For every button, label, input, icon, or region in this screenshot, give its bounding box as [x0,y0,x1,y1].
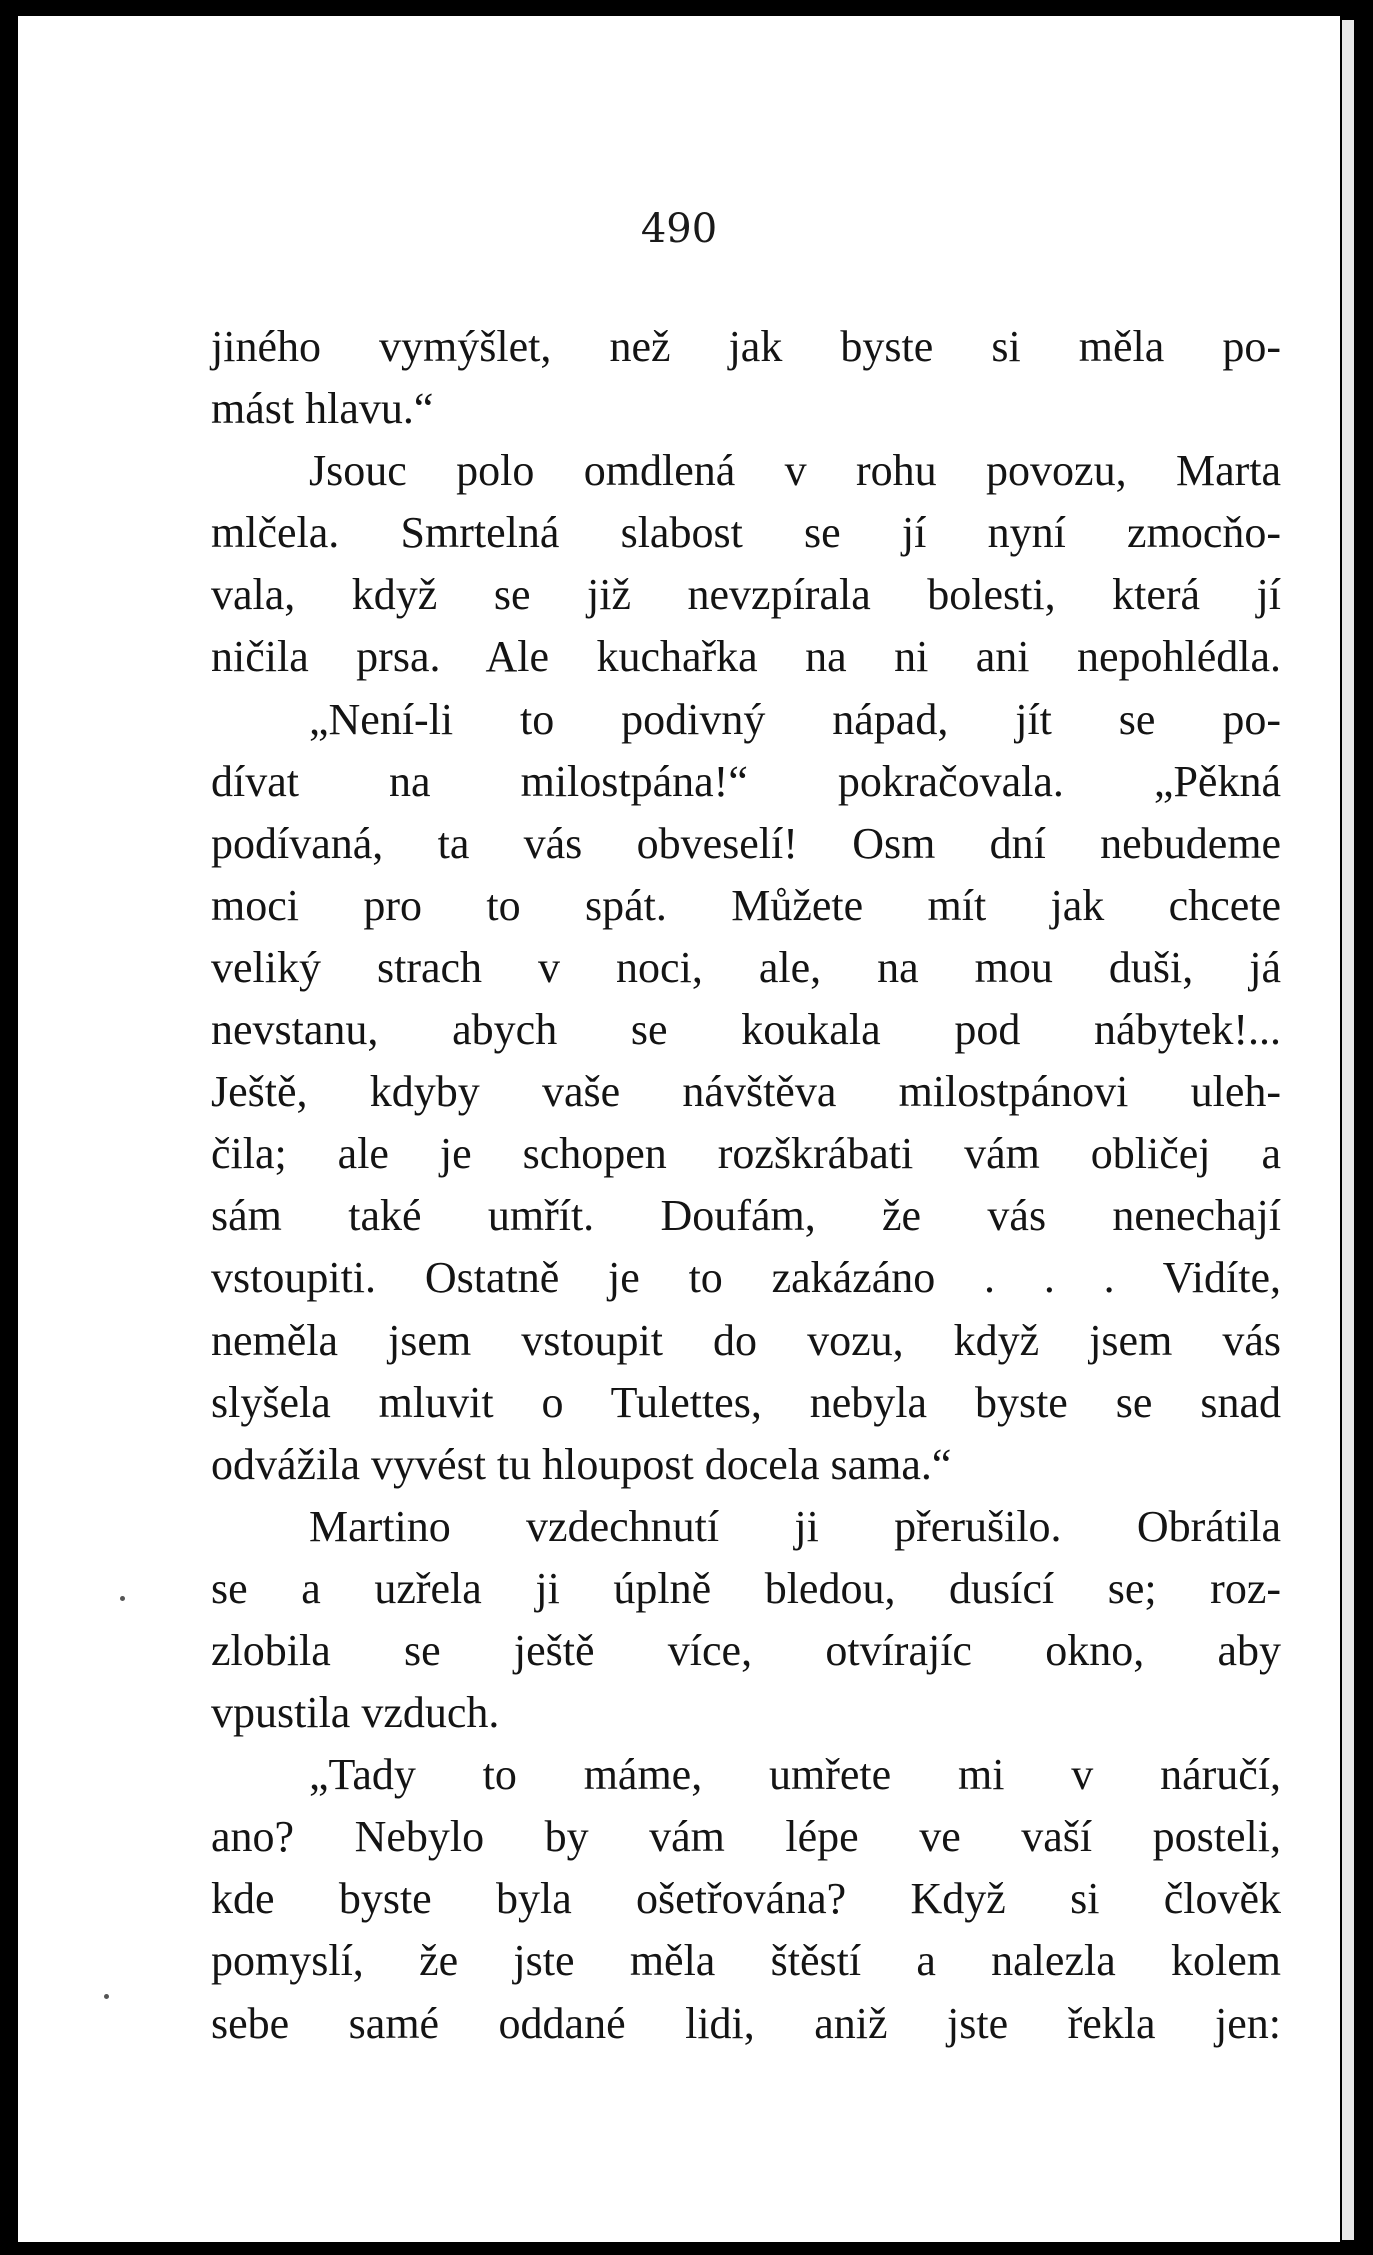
margin-speck [104,1994,109,1999]
margin-speck [120,1596,125,1601]
text-line: Jsouc polo omdlená v rohu povozu, Marta [309,446,1281,496]
text-line: „Tady to máme, umřete mi v náručí, [309,1750,1281,1800]
body-text [211,316,1281,2055]
text-line: vala, když se již nevzpírala bolesti, která jí [211,570,1281,620]
text-line: podívaná, ta vás obveselí! Osm dní nebudeme [211,818,1281,868]
text-line: mást hlavu.“ [211,384,434,434]
text-line: Martino vzdechnutí ji přerušilo. Obrátila [309,1501,1281,1551]
text-line: se a uzřela ji úplně bledou, dusící se; roz- [211,1563,1281,1613]
text-line: jiného vymýšlet, než jak byste si měla po- [211,322,1281,371]
text-line: neměla jsem vstoupit do vozu, když jsem vás [211,1315,1281,1365]
book-page [18,16,1340,2242]
text-line: vstoupiti. Ostatně je to zakázáno . . . Vidíte, [211,1253,1281,1303]
text-line: ničila prsa. Ale kuchařka na ni ani nepohlédla. [211,632,1281,682]
text-line: sebe samé oddané lidi, aniž jste řekla jen: [211,1998,1281,2048]
text-line: veliký strach v noci, ale, na mou duši, já [211,942,1281,992]
text-line: pomyslí, že jste měla štěstí a nalezla kolem [211,1936,1281,1986]
text-line: slyšela mluvit o Tulettes, nebyla byste se snad [211,1377,1281,1427]
text-line: odvážila vyvést tu hloupost docela sama.“ [211,1439,952,1489]
page-number: 490 [640,206,718,252]
text-line: kde byste byla ošetřována? Když si člověk [211,1874,1281,1924]
text-line: mlčela. Smrtelná slabost se jí nyní zmocňo- [211,508,1281,558]
text-line: vpustila vzduch. [211,1688,500,1738]
text-line: Ještě, kdyby vaše návštěva milostpánovi uleh- [211,1067,1281,1117]
text-line: sám také umřít. Doufám, že vás nenechají [211,1191,1281,1241]
text-line: moci pro to spát. Můžete mít jak chcete [211,880,1281,930]
text-line: zlobila se ještě více, otvírajíc okno, aby [211,1625,1281,1675]
text-line: dívat na milostpána!“ pokračovala. „Pěkná [211,756,1281,806]
text-line: čila; ale je schopen rozškrábati vám obličej a [211,1129,1281,1179]
text-line: „Není-li to podivný nápad, jít se po- [309,694,1281,744]
text-line: nevstanu, abych se koukala pod nábytek!... [211,1005,1281,1055]
page-edge [1342,20,1354,2240]
text-line: ano? Nebylo by vám lépe ve vaší posteli, [211,1812,1281,1862]
